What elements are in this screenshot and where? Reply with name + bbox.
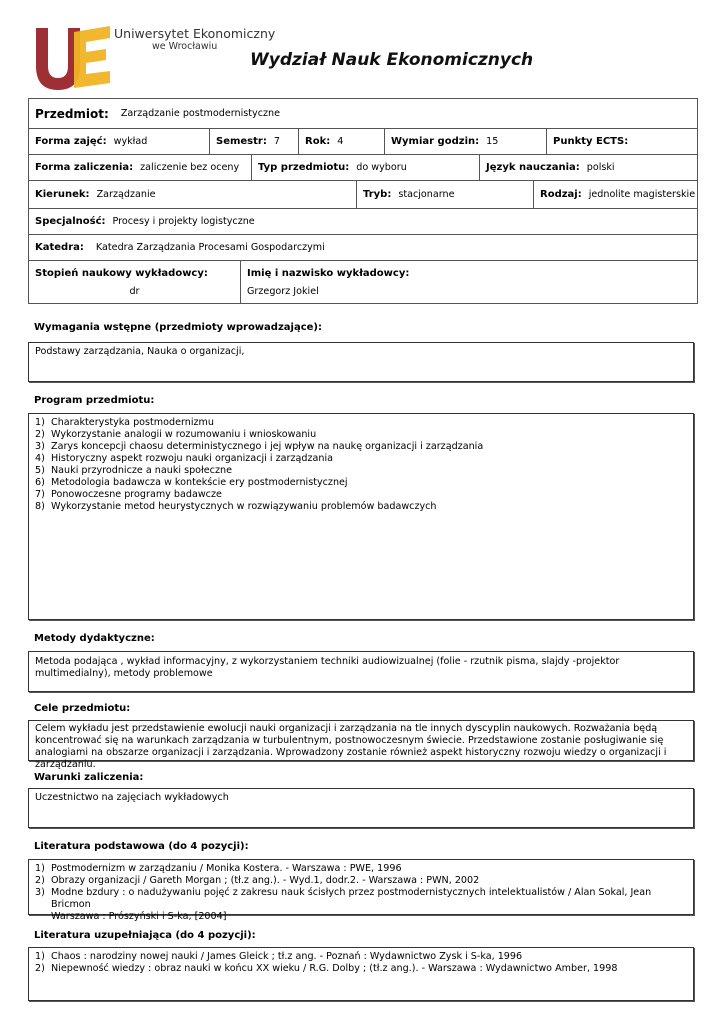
cell-forma-zaliczenia — [29, 155, 252, 180]
cell-wymiar — [385, 129, 547, 154]
university-city: we Wrocławiu — [152, 41, 218, 52]
specjalnosc-label: Specjalność: — [35, 216, 106, 227]
university-logo — [34, 24, 114, 94]
lit-uzup-title: Literatura uzupełniająca (do 4 pozycji): — [34, 930, 256, 941]
lit-podst-list — [35, 863, 687, 911]
metody-text: Metoda podająca , wykład informacyjny, z wykorzystaniem techniki audiowizualnej (folie - rzutnik pisma, slajdy -projektor multimedialny), metody problemowe — [35, 656, 620, 679]
faculty-title: Wydział Nauk Ekonomicznych — [250, 50, 534, 70]
przedmiot-value: Zarządzanie postmodernistyczne — [120, 108, 281, 119]
list-item: 5) Nauki przyrodnicze a nauki społeczne — [35, 465, 232, 476]
lit-podst-box — [28, 859, 694, 922]
list-item: 1) Chaos : narodziny nowej nauki / James Gleick ; tł.z ang. - Poznań : Wydawnictwo Zysk i S-ka, 1996 — [35, 951, 523, 962]
rodzaj-value: jednolite magisterskie — [588, 189, 696, 200]
kierunek-value: Zarządzanie — [96, 189, 156, 200]
lit-podst-title: Literatura podstawowa (do 4 pozycji): — [34, 841, 249, 852]
typ-przedmiotu-label: Typ przedmiotu: — [258, 162, 350, 173]
list-item: 1) Postmodernizm w zarządzaniu / Monika Kostera. - Warszawa : PWE, 1996 — [35, 863, 402, 874]
jezyk-label: Język nauczania: — [486, 162, 580, 173]
program-list — [35, 417, 687, 513]
university-name: Uniwersytet Ekonomiczny — [114, 26, 276, 41]
lit-podst-item3-cont: Warszawa : Prószyński i S-ka, [2004] — [51, 911, 227, 922]
forma-zajec-label: Forma zajęć: — [35, 136, 107, 147]
stopien-value: dr — [129, 285, 140, 297]
cell-stopien — [29, 261, 241, 303]
forma-zajec-value: wykład — [113, 136, 148, 147]
row-katedra — [29, 235, 697, 261]
cell-przedmiot — [29, 99, 697, 128]
row-specjalnosc — [29, 209, 697, 235]
list-item: 6) Metodologia badawcza w kontekście ery postmodernistycznej — [35, 477, 348, 488]
ects-label: Punkty ECTS: — [553, 136, 629, 147]
list-item: 4) Historyczny aspekt rozwoju nauki organizacji i zarządzania — [35, 453, 333, 464]
course-info-table — [28, 98, 698, 304]
program-box — [28, 413, 694, 620]
list-item: 1) Charakterystyka postmodernizmu — [35, 417, 214, 428]
katedra-value: Katedra Zarządzania Procesami Gospodarczymi — [95, 242, 325, 253]
semestr-value: 7 — [273, 136, 280, 147]
cell-semestr — [210, 129, 299, 154]
row-przedmiot — [29, 99, 697, 129]
jezyk-value: polski — [586, 162, 615, 173]
program-title: Program przedmiotu: — [34, 395, 155, 406]
row-forma-zaliczenia — [29, 155, 697, 181]
katedra-label: Katedra: — [35, 242, 84, 253]
cell-rok — [299, 129, 385, 154]
row-forma-zajec — [29, 129, 697, 155]
rok-label: Rok: — [305, 136, 331, 147]
metody-box — [28, 651, 694, 692]
wymiar-label: Wymiar godzin: — [391, 136, 480, 147]
rok-value: 4 — [337, 136, 344, 147]
wymiar-value: 15 — [486, 136, 499, 147]
row-wykladowca — [29, 261, 697, 304]
specjalnosc-value: Procesy i projekty logistyczne — [112, 216, 255, 227]
wymagania-text: Podstawy zarządzania, Nauka o organizacji, — [35, 346, 245, 357]
cele-text: Celem wykładu jest przedstawienie ewolucji nauki organizacji i zarządzania na tle innych dyscyplin naukowych. Rozważania będą koncentrować się na warunkach zarządzania w turbulentnym, postnowoczesnym świecie. Przedstawione zostanie posługiwanie się analogiami na obszarze organizacji i zarządzania. Wprowadzony zostanie również aspekt historyczny rozwoju wiedzy o organizacji i zarządzaniu. — [35, 723, 667, 770]
forma-zaliczenia-value: zaliczenie bez oceny — [140, 162, 240, 173]
wymagania-title: Wymagania wstępne (przedmioty wprowadzające): — [34, 322, 322, 333]
cell-kierunek — [29, 181, 357, 208]
cell-imie — [241, 261, 697, 303]
cell-typ-przedmiotu — [252, 155, 480, 180]
warunki-title: Warunki zaliczenia: — [34, 772, 144, 783]
typ-przedmiotu-value: do wyboru — [356, 162, 407, 173]
imie-label: Imię i nazwisko wykładowcy: — [247, 267, 410, 279]
stopien-label: Stopień naukowy wykładowcy: — [35, 267, 208, 279]
tryb-value: stacjonarne — [398, 189, 455, 200]
cell-forma-zajec — [29, 129, 210, 154]
cele-box — [28, 720, 694, 770]
forma-zaliczenia-label: Forma zaliczenia: — [35, 162, 134, 173]
imie-value: Grzegorz Jokiel — [247, 285, 319, 297]
cele-title: Cele przedmiotu: — [34, 703, 131, 714]
warunki-box — [28, 788, 694, 828]
tryb-label: Tryb: — [363, 189, 392, 200]
cell-rodzaj — [534, 181, 697, 208]
cell-jezyk — [480, 155, 697, 180]
cell-specjalnosc — [29, 209, 697, 234]
row-kierunek — [29, 181, 697, 209]
przedmiot-label: Przedmiot: — [35, 106, 109, 121]
list-item: 3) Modne bzdury : o nadużywaniu pojęć z zakresu nauk ścisłych przez postmodernistycznych intelektualistów / Alan Sokal, Jean Bricmon — [35, 887, 652, 910]
lit-uzup-list — [35, 951, 687, 975]
list-item: 7) Ponowoczesne programy badawcze — [35, 489, 222, 500]
lit-uzup-box — [28, 947, 694, 1001]
cell-tryb — [357, 181, 534, 208]
warunki-text: Uczestnictwo na zajęciach wykładowych — [35, 792, 229, 803]
cell-ects — [547, 129, 697, 154]
list-item: 8) Wykorzystanie metod heurystycznych w rozwiązywaniu problemów badawczych — [35, 501, 437, 512]
list-item: 3) Zarys koncepcji chaosu deterministycznego i jej wpływ na naukę organizacji i zarządzania — [35, 441, 484, 452]
metody-title: Metody dydaktyczne: — [34, 633, 155, 644]
list-item: 2) Obrazy organizacji / Gareth Morgan ; (tł.z ang.). - Wyd.1, dodr.2. - Warszawa : PWN, 2002 — [35, 875, 480, 886]
cell-katedra — [29, 235, 697, 260]
list-item: 2) Niepewność wiedzy : obraz nauki w końcu XX wieku / R.G. Dolby ; (tł.z ang.). - Warszawa : Wydawnictwo Amber, 1998 — [35, 963, 618, 974]
list-item: 2) Wykorzystanie analogii w rozumowaniu i wnioskowaniu — [35, 429, 317, 440]
kierunek-label: Kierunek: — [35, 189, 90, 200]
rodzaj-label: Rodzaj: — [540, 189, 582, 200]
semestr-label: Semestr: — [216, 136, 267, 147]
wymagania-box — [28, 342, 694, 382]
